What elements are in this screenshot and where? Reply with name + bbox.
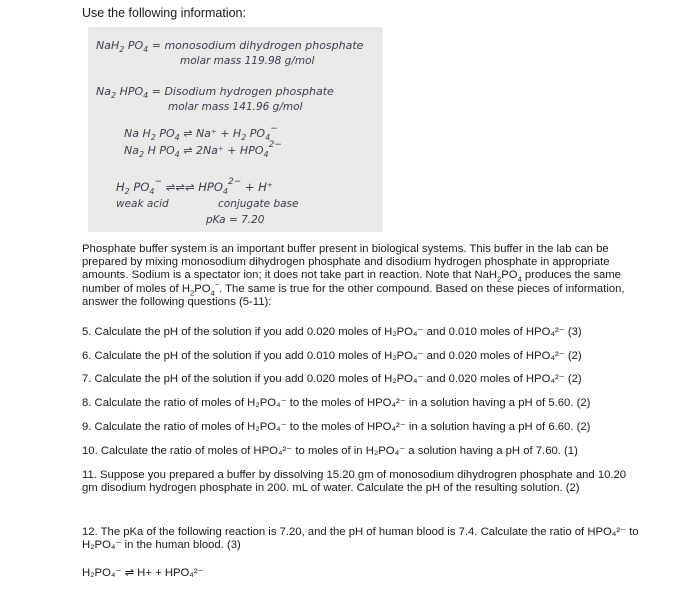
question-8: 8. Calculate the ratio of moles of H₂PO₄⁻ to the moles of HPO₄²⁻ in a solution having a pH of 5.60. (2) [82, 397, 591, 409]
intro-text-2: produces the same number of moles of [82, 269, 621, 295]
handwritten-notes-image [88, 27, 383, 232]
question-7: 7. Calculate the pH of the solution if you add 0.020 moles of H₂PO₄⁻ and 0.020 moles of HPO₄²⁻ (2) [82, 373, 582, 385]
intro-text-3: . The same is true for the other compound. Based on these pieces of information, answer the following questions (5-11): [82, 282, 625, 308]
notes-conj-base: conjugate base [218, 198, 299, 210]
notes-eq2: $Na_2$ H $PO_4$ ⇌ $2Na^+ + HPO_4^{2-}$ [124, 140, 282, 159]
question-10: 10. Calculate the ratio of moles of HPO₄²⁻ to moles of in H₂PO₄⁻ a solution having a pH of 7.60. (1) [82, 445, 578, 457]
notes-weak-acid: weak acid [116, 198, 169, 210]
question-11: 11. Suppose you prepared a buffer by dissolving 15.20 gm of monosodium dihydrogren phosphate and 10.20 gm disodium hydrogen phosphate in 200. mL of water. Calculate the pH of the resulting solution. (2) [82, 469, 627, 495]
notes-eq1: Na $H_2$ $PO_4$ ⇌ $Na^+ + H_2$ $PO_4^-$ [124, 124, 278, 142]
notes-eq3: $H_2$ $PO_4^-$ ⇌⇌⇌ $HPO_4^{2-} + H^+$ [116, 177, 273, 196]
question-12: 12. The pKa of the following reaction is 7.20, and the pH of human blood is 7.4. Calculate the ratio of HPO₄²⁻ to H₂PO₄⁻ in the human blood. (3) [82, 526, 639, 552]
intro-text-1: Phosphate buffer system is an important buffer present in biological systems. This buffer in the lab can be prepared by mixing monosodium dihydrogen phosphate and disodium hydrogen phosphate in appropriate amounts. Sodium is a spectator ion; it does not take part in reaction. Note that [82, 243, 610, 282]
question-6: 6. Calculate the pH of the solution if you add 0.010 moles of H₂PO₄⁻ and 0.020 moles of HPO₄²⁻ (2) [82, 350, 582, 362]
question-5: 5. Calculate the pH of the solution if you add 0.020 moles of H₂PO₄⁻ and 0.010 moles of HPO₄²⁻ (3) [82, 326, 582, 338]
question-9: 9. Calculate the ratio of moles of H₂PO₄⁻ to the moles of HPO₄²⁻ in a solution having a pH of 6.60. (2) [82, 421, 591, 433]
page-header: Use the following information: [82, 6, 246, 20]
notes-line1b: molar mass 119.98 g/mol [180, 55, 315, 67]
reaction-equation: H₂PO₄⁻ ⇌ H+ + HPO₄²⁻ [82, 567, 204, 579]
intro-paragraph: Phosphate buffer system is an important buffer present in biological systems. This buffer in the lab can be prepared by mixing monosodium dihydrogen phosphate and disodium hydrogen phosphate in appropriate amounts. Sodium is a spectator ion; it does not take part in reaction. Note that $NaH_2PO_4$ produces the same number of moles of $H_2PO_4^-$. The same is true for the other compound. Based on these pieces of information, answer the following questions (5-11): [82, 243, 625, 308]
notes-line1: NaH$_2$ $PO_4$ = monosodium dihydrogen phosphate [96, 39, 364, 54]
notes-line2b: molar mass 141.96 g/mol [168, 101, 303, 113]
notes-pka: pKa = 7.20 [206, 214, 265, 226]
notes-line2: $Na_2$ $HPO_4$ = Disodium hydrogen phosphate [96, 85, 334, 100]
